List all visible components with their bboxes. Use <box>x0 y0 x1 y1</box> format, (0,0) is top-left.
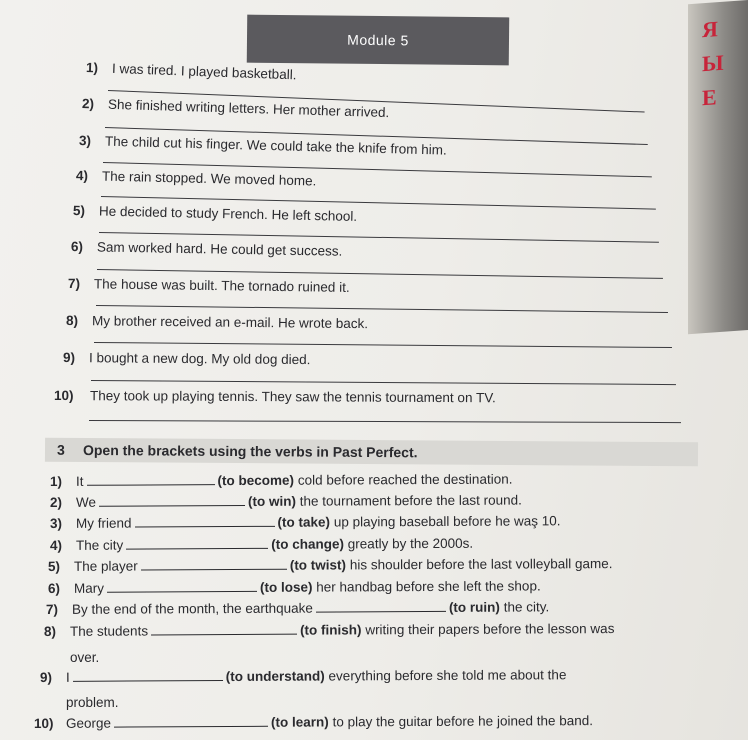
fill-blank[interactable] <box>141 558 287 571</box>
list-item: 10) They took up playing tennis. They saw the tennis tournament on TV. <box>53 388 496 406</box>
fill-blank[interactable] <box>99 494 245 507</box>
list-item: 6) Sam worked hard. He could get success. <box>70 239 343 259</box>
book-edge-letter: Я <box>702 16 718 43</box>
list-item: 7) By the end of the month, the earthquake (to ruin) the city. <box>45 599 550 617</box>
fill-blank[interactable] <box>73 669 223 682</box>
list-item: 9) I (to understand) everything before she told me about the <box>39 667 567 685</box>
list-item: 5) He decided to study French. He left school. <box>72 203 358 224</box>
answer-line <box>91 380 676 385</box>
fill-blank[interactable] <box>316 600 446 613</box>
list-item: 8) The students (to finish) writing their papers before the lesson was <box>43 621 615 639</box>
fill-blank[interactable] <box>86 473 214 486</box>
fill-blank[interactable] <box>107 580 257 593</box>
list-item: 6) Mary (to lose) her handbag before she left the shop. <box>47 578 541 596</box>
answer-line <box>94 342 672 348</box>
exercise-number: 3 <box>56 441 65 458</box>
continuation-text: over. <box>70 650 100 665</box>
list-item: 1) It (to become) cold before reached the destination. <box>49 471 513 489</box>
book-edge-letter: Ы <box>702 49 724 77</box>
list-item: 3) My friend (to take) up playing baseball before he waş 10. <box>49 513 561 531</box>
list-item: 4) The rain stopped. We moved home. <box>75 168 317 189</box>
fill-blank[interactable] <box>126 537 268 550</box>
fill-blank[interactable] <box>151 623 297 636</box>
list-item: 9) I bought a new dog. My old dog died. <box>62 350 311 368</box>
exercise-3-header <box>45 438 698 467</box>
answer-line <box>89 420 681 423</box>
list-item: 5) The player (to twist) his shoulder before the last volleyball game. <box>47 556 613 574</box>
book-edge-letter: Е <box>702 84 717 111</box>
list-item: 1) I was tired. I played basketball. <box>85 60 297 83</box>
continuation-text: problem. <box>66 695 119 710</box>
list-item: 8) My brother received an e-mail. He wrote back. <box>65 313 369 332</box>
list-item: 4) The city (to change) greatly by the 2000s. <box>49 535 474 553</box>
exercise-3 <box>0 470 748 740</box>
list-item: 3) The child cut his finger. We could take the knife from him. <box>78 133 447 158</box>
fill-blank[interactable] <box>114 715 268 728</box>
list-item: 2) We (to win) the tournament before the last round. <box>49 492 522 510</box>
list-item: 7) The house was built. The tornado ruined it. <box>67 276 350 295</box>
exercise-title: Open the brackets using the verbs in Past Perfect. <box>82 441 418 461</box>
fill-blank[interactable] <box>134 515 274 528</box>
list-item: 2) She finished writing letters. Her mother arrived. <box>81 96 390 121</box>
list-item: 10) George (to learn) to play the guitar before he joined the band. <box>33 713 594 731</box>
module-title: Module 5 <box>347 31 409 49</box>
answer-line <box>96 305 668 313</box>
